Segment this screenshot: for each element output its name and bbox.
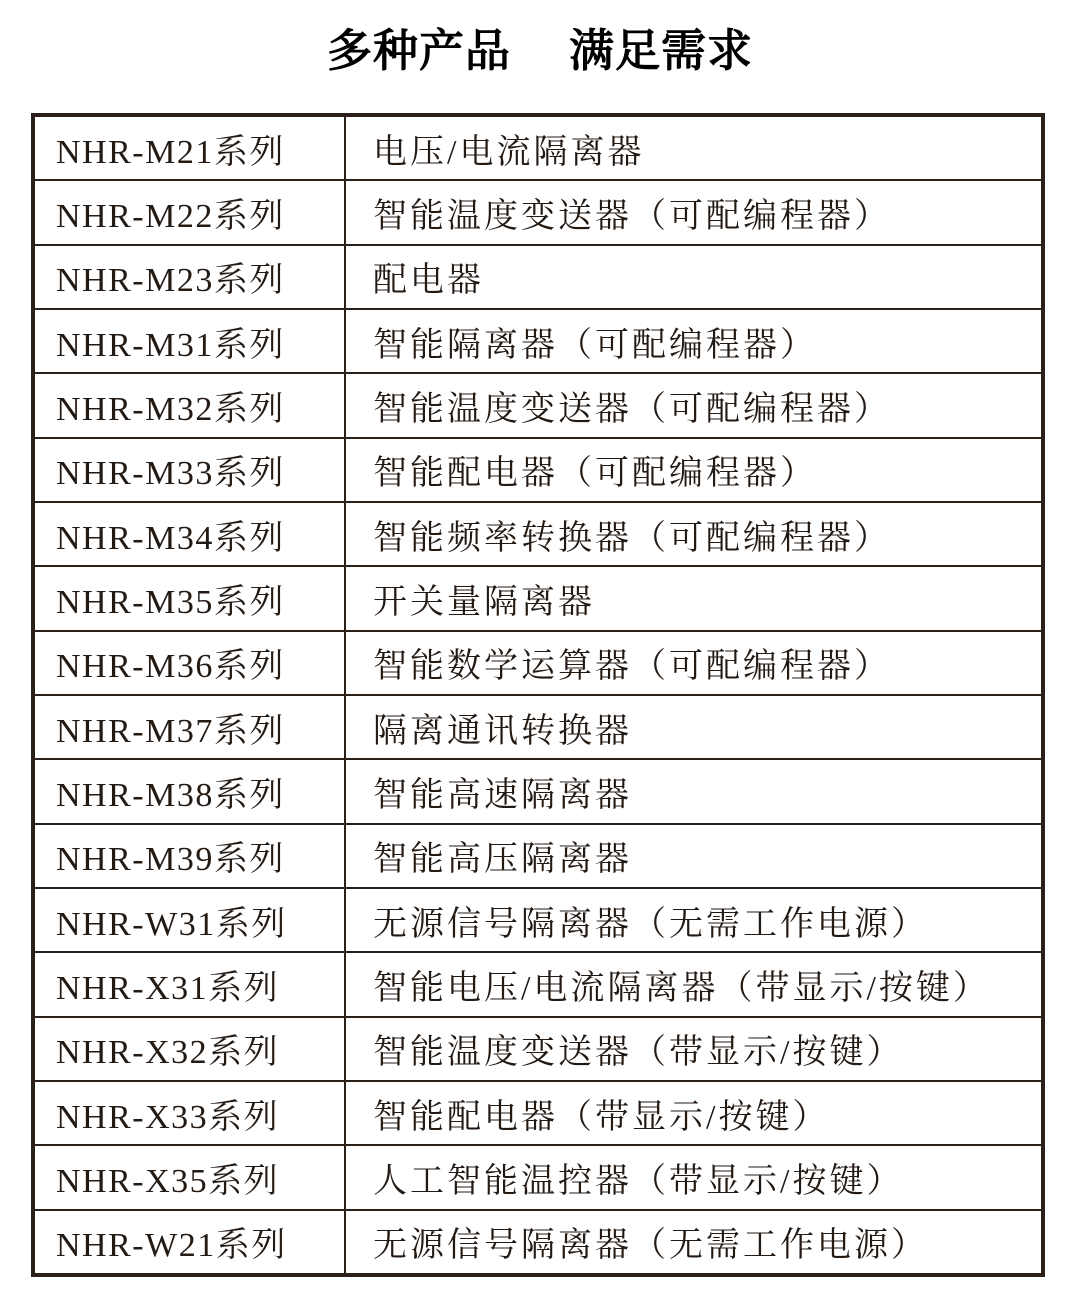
series-name-cell: NHR-M22系列 [35, 181, 346, 243]
table-row [35, 1080, 1041, 1144]
product-description-cell: 智能电压/电流隔离器（带显示/按键） [373, 969, 990, 1007]
page-title-left: 多种产品 [326, 25, 511, 76]
product-description-cell: 智能配电器（可配编程器） [373, 455, 817, 493]
product-description-cell: 智能频率转换器（可配编程器） [373, 519, 891, 557]
product-description-cell: 电压/电流隔离器 [373, 133, 645, 171]
product-description-cell: 开关量隔离器 [373, 583, 595, 621]
series-name-cell: NHR-M36系列 [35, 632, 346, 694]
table-row [35, 565, 1041, 629]
table-row [35, 117, 1041, 179]
table-row [35, 308, 1041, 372]
table-row [35, 951, 1041, 1015]
product-description-cell: 隔离通讯转换器 [373, 712, 632, 750]
series-name-cell: NHR-M35系列 [35, 567, 346, 629]
table-row [35, 501, 1041, 565]
series-name-cell: NHR-M31系列 [35, 310, 346, 372]
product-description-cell: 智能温度变送器（带显示/按键） [373, 1034, 904, 1072]
page-title-right: 满足需求 [569, 25, 754, 76]
product-description-cell: 智能高压隔离器 [373, 841, 632, 879]
table-row [35, 630, 1041, 694]
product-description-cell: 无源信号隔离器（无需工作电源） [373, 1227, 928, 1265]
product-description-cell: 智能高速隔离器 [373, 776, 632, 814]
table-row [35, 823, 1041, 887]
series-name-cell: NHR-X32系列 [35, 1018, 346, 1080]
series-name-cell: NHR-M23系列 [35, 246, 346, 308]
series-name-cell: NHR-X31系列 [35, 953, 346, 1015]
series-name-cell: NHR-W31系列 [35, 889, 346, 951]
product-description-cell: 智能隔离器（可配编程器） [373, 326, 817, 364]
series-name-cell: NHR-X33系列 [35, 1082, 346, 1144]
series-name-cell: NHR-M33系列 [35, 439, 346, 501]
table-row [35, 1209, 1041, 1273]
table-row [35, 887, 1041, 951]
table-row [35, 437, 1041, 501]
product-description-cell: 配电器 [373, 262, 484, 300]
series-name-cell: NHR-M38系列 [35, 760, 346, 822]
product-description-cell: 智能温度变送器（可配编程器） [373, 390, 891, 428]
series-name-cell: NHR-M21系列 [35, 117, 346, 179]
series-name-cell: NHR-M34系列 [35, 503, 346, 565]
product-description-cell: 智能数学运算器（可配编程器） [373, 648, 891, 686]
table-row [35, 179, 1041, 243]
table-row [35, 1144, 1041, 1208]
product-description-cell: 智能温度变送器（可配编程器） [373, 197, 891, 235]
table-row [35, 1016, 1041, 1080]
product-description-cell: 人工智能温控器（带显示/按键） [373, 1162, 904, 1200]
series-name-cell: NHR-W21系列 [35, 1211, 346, 1273]
page-title [0, 25, 1080, 76]
table-row [35, 244, 1041, 308]
table-row [35, 372, 1041, 436]
product-description-cell: 无源信号隔离器（无需工作电源） [373, 905, 928, 943]
product-description-cell: 智能配电器（带显示/按键） [373, 1098, 830, 1136]
series-name-cell: NHR-M37系列 [35, 696, 346, 758]
table-row [35, 694, 1041, 758]
product-series-table [31, 113, 1045, 1277]
table-row [35, 758, 1041, 822]
series-name-cell: NHR-M32系列 [35, 374, 346, 436]
series-name-cell: NHR-X35系列 [35, 1146, 346, 1208]
series-name-cell: NHR-M39系列 [35, 825, 346, 887]
